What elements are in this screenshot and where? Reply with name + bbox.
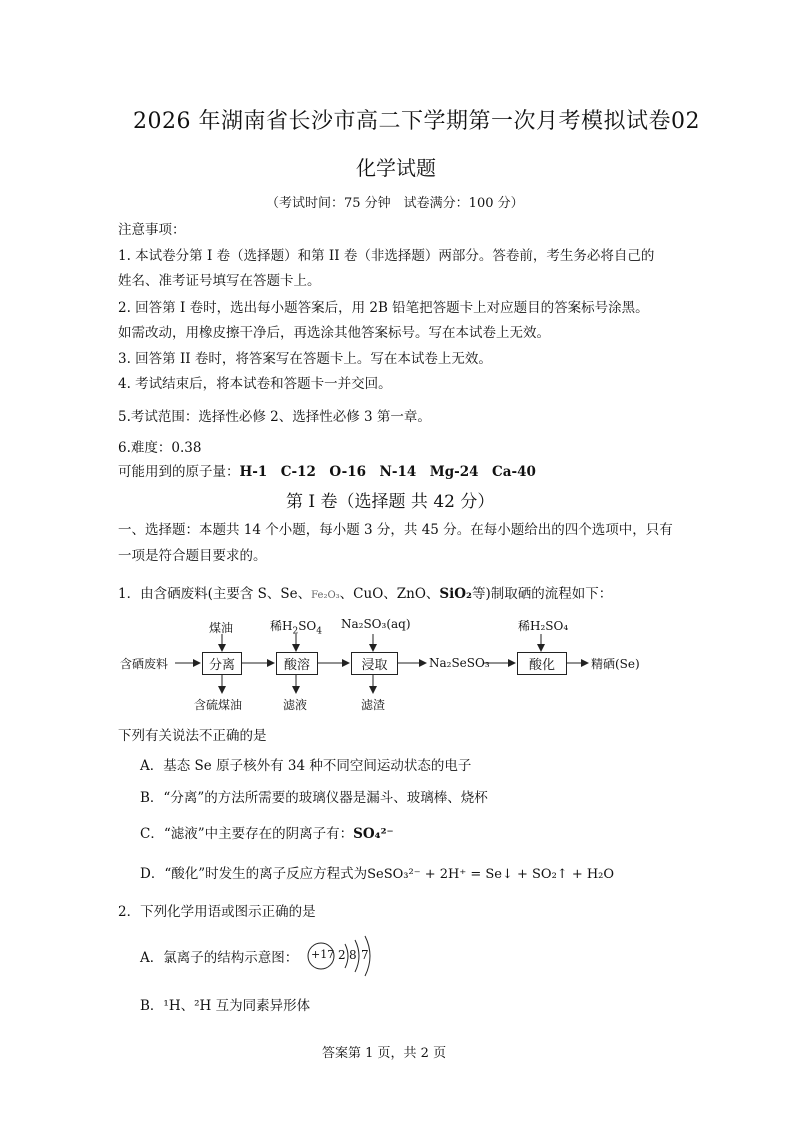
flow-box-acid-dissolve-label: 酸溶 [283, 658, 310, 673]
q1-stem-sio2: SiO₂ [439, 586, 472, 602]
q1-stem-middle: 、CuO、ZnO、 [339, 586, 440, 602]
note-line: 3. 回答第 II 卷时，将答案写在答题卡上。写在本试卷上无效。 [118, 351, 492, 367]
flow-reagent-dilute-h2so4-mid: SO [298, 619, 317, 633]
section-intro-line: 一项是符合题目要求的。 [118, 548, 267, 564]
q1-option-b: B．“分离”的方法所需要的玻璃仪器是漏斗、玻璃棒、烧杯 [140, 790, 488, 806]
atomic-masses [118, 460, 536, 480]
flow-box-leach [351, 652, 398, 675]
document-subtitle: 化学试题 [356, 156, 436, 180]
section-heading: 第 I 卷（选择题 共 42 分） [286, 492, 495, 512]
q1-option-d [140, 862, 614, 882]
q1-option-d-equation: SeSO₃²⁻ + 2H⁺ = Se↓ + SO₂↑ + H₂O [367, 867, 615, 882]
page-footer: 答案第 1 页，共 2 页 [322, 1046, 447, 1061]
q2-option-b: B．¹H、²H 互为同素异形体 [140, 998, 311, 1014]
flow-box-separation-label: 分离 [208, 658, 235, 673]
note-line: 如需改动，用橡皮擦干净后，再选涂其他答案标号。写在本试卷上无效。 [118, 325, 550, 341]
flow-intermediate-na2seso3: Na₂SeSO₃ [429, 656, 490, 670]
chloride-shell-1: 2 [338, 948, 346, 962]
flow-output-sulfur-kerosene: 含硫煤油 [194, 698, 243, 712]
note-line: 1. 本试卷分第 I 卷（选择题）和第 II 卷（非选择题）两部分。答卷前，考生务必将自己的 [118, 248, 655, 264]
q1-question: 下列有关说法不正确的是 [118, 728, 267, 744]
flow-output-filtrate: 滤液 [283, 698, 308, 712]
q1-option-c-text: C．“滤液”中主要存在的阴离子有： [140, 826, 354, 842]
q1-option-c [140, 822, 394, 842]
flow-box-acid-dissolve [276, 652, 318, 675]
chloride-shell-2: 8 [349, 948, 357, 962]
notes-heading: 注意事项： [118, 222, 186, 238]
q1-stem-suffix: 等)制取硒的流程如下： [471, 586, 613, 602]
flow-box-separation [202, 652, 242, 675]
q2-option-a [140, 946, 298, 966]
flow-box-acidify [517, 652, 567, 675]
flow-reagent-dilute-h2so4 [270, 617, 322, 636]
q1-stem-fe2o3: Fe₂O₃ [311, 590, 340, 601]
flow-reagent-dilute-h2so4-2: 稀H₂SO₄ [518, 619, 569, 633]
chloride-shell-3: 7 [361, 948, 369, 962]
exam-meta: （考试时间：75 分钟 试卷满分：100 分） [266, 196, 524, 211]
atomic-masses-label: 可能用到的原子量： [118, 464, 240, 480]
q1-option-a: A．基态 Se 原子核外有 34 种不同空间运动状态的电子 [140, 758, 472, 774]
flow-end-label: 精硒(Se) [591, 657, 640, 671]
document-title: 2026 年湖南省长沙市高二下学期第一次月考模拟试卷02 [133, 109, 700, 134]
section-intro-line: 一、选择题：本题共 14 个小题，每小题 3 分，共 45 分。在每小题给出的四个选项中，只有 [118, 522, 673, 538]
q1-stem-prefix: 1．由含硒废料(主要含 S、Se、 [118, 586, 312, 602]
q1-stem [118, 582, 612, 602]
q2-option-a-text: A．氯离子的结构示意图： [140, 950, 299, 966]
atomic-masses-values: H-1 C-12 O-16 N-14 Mg-24 Ca-40 [239, 464, 536, 480]
chloride-nucleus-label: +17 [311, 948, 335, 961]
q1-option-d-text: D．“酸化”时发生的离子反应方程式为 [140, 866, 368, 882]
flow-reagent-dilute-h2so4-sub2: 4 [316, 626, 322, 637]
note-line: 2. 回答第 I 卷时，选出每小题答案后，用 2B 铅笔把答题卡上对应题目的答案标号涂黑。 [118, 300, 649, 316]
flow-reagent-dilute-h2so4-sub1: 2 [292, 626, 299, 637]
flow-start-label: 含硒废料 [120, 657, 169, 671]
flow-reagent-na2so3: Na₂SO₃(aq) [341, 617, 411, 631]
flow-box-leach-label: 浸取 [361, 658, 388, 673]
q2-stem: 2．下列化学用语或图示正确的是 [118, 904, 316, 920]
flow-output-residue: 滤渣 [361, 698, 386, 712]
flow-box-acidify-label: 酸化 [528, 658, 555, 673]
note-line: 4. 考试结束后，将本试卷和答题卡一并交回。 [118, 376, 392, 392]
chloride-ion-diagram [305, 932, 385, 980]
q1-option-c-ion: SO₄²⁻ [353, 826, 394, 842]
note-line: 姓名、准考证号填写在答题卡上。 [118, 273, 321, 289]
flow-reagent-kerosene: 煤油 [209, 621, 234, 635]
flow-reagent-dilute-h2so4-main: 稀H [270, 619, 293, 633]
note-line: 5.考试范围：选择性必修 2、选择性必修 3 第一章。 [118, 409, 431, 425]
note-line: 6.难度：0.38 [118, 440, 202, 456]
